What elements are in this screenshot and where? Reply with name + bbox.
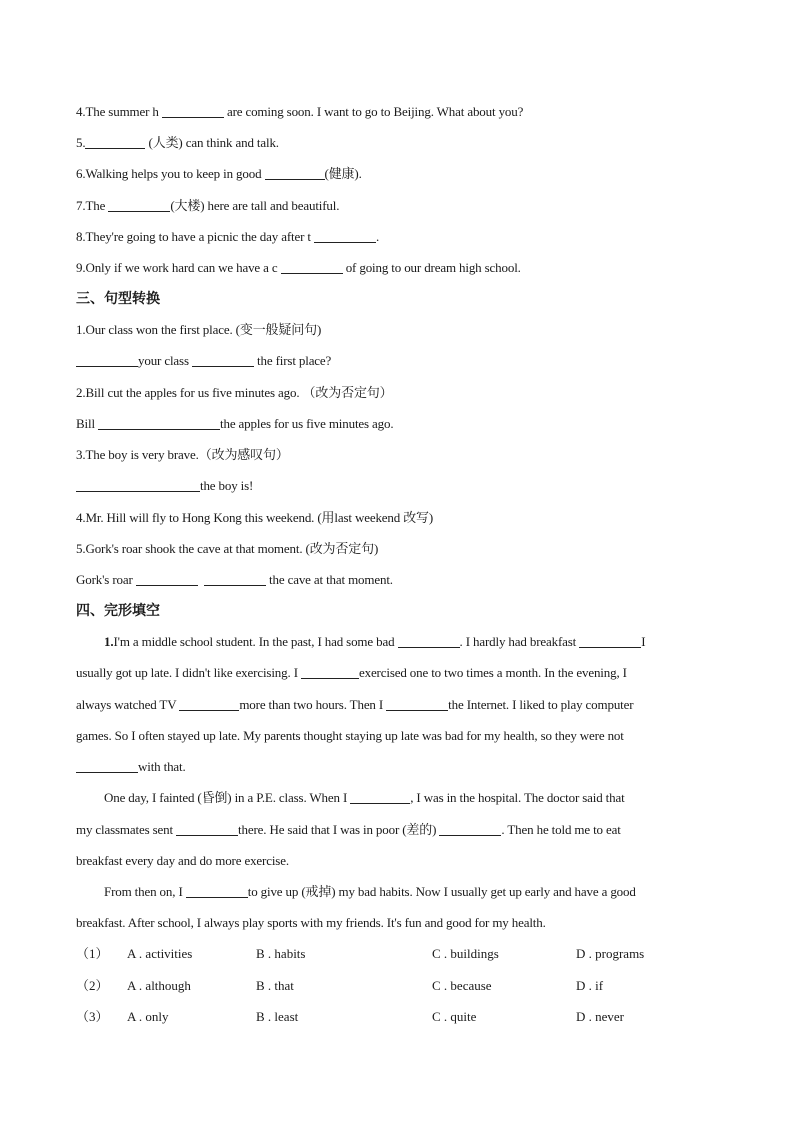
answer-blank[interactable] xyxy=(204,584,266,586)
s3-q2: 2.Bill cut the apples for us five minutes ago. （改为否定句） xyxy=(76,385,393,400)
answer-blank[interactable] xyxy=(162,116,224,118)
s3-q3: 3.The boy is very brave.（改为感叹句） xyxy=(76,447,289,462)
s3-q3-answer: the boy is! xyxy=(76,476,724,496)
cloze-p1-line1: 1.I'm a middle school student. In the past, I had some bad . I hardly had breakfast I xyxy=(104,634,646,649)
s3-q5: 5.Gork's roar shook the cave at that moment. (改为否定句) xyxy=(76,541,379,556)
option-row: （1） A . activities B . habits C . buildings D . programs xyxy=(76,944,724,964)
answer-blank[interactable] xyxy=(265,178,325,180)
s3-q4: 4.Mr. Hill will fly to Hong Kong this weekend. (用last weekend 改写) xyxy=(76,510,434,525)
cloze-p1-line2: usually got up late. I didn't like exercising. I exercised one to two times a month. In the evening, I xyxy=(76,665,627,680)
answer-blank[interactable] xyxy=(98,428,220,430)
cloze-p2-line2: my classmates sent there. He said that I was in poor (差的) . Then he told me to eat xyxy=(76,822,621,837)
answer-blank[interactable] xyxy=(281,272,343,274)
s3-q1: 1.Our class won the first place. (变一般疑问句) xyxy=(76,322,322,337)
option-c[interactable]: C . because xyxy=(432,978,492,993)
cloze-p1-line3: always watched TV more than two hours. Then I the Internet. I liked to play computer xyxy=(76,697,634,712)
cloze-p2-line3: breakfast every day and do more exercise. xyxy=(76,853,289,868)
option-d[interactable]: D . if xyxy=(576,978,604,993)
s3-q5-answer: Gork's roar the cave at that moment. xyxy=(76,572,393,587)
cloze-p2-line1: One day, I fainted (昏倒) in a P.E. class. When I , I was in the hospital. The doctor said that xyxy=(104,790,625,805)
cloze-p3-line1: From then on, I to give up (戒掉) my bad habits. Now I usually get up early and have a good xyxy=(104,884,636,899)
answer-blank[interactable] xyxy=(398,646,460,648)
option-a[interactable]: A . although xyxy=(127,978,191,993)
s2-q7: 7.The (大楼) here are tall and beautiful. xyxy=(76,198,340,213)
s2-q5: 5. (人类) can think and talk. xyxy=(76,135,279,150)
answer-blank[interactable] xyxy=(301,677,359,679)
answer-blank[interactable] xyxy=(186,896,248,898)
answer-blank[interactable] xyxy=(350,802,410,804)
option-a[interactable]: A . activities xyxy=(127,946,193,961)
option-d[interactable]: D . never xyxy=(576,1009,625,1024)
answer-blank[interactable] xyxy=(176,834,238,836)
cloze-p1-line4: games. So I often stayed up late. My parents thought staying up late was bad for my health, so they were not xyxy=(76,728,624,743)
option-c[interactable]: C . quite xyxy=(432,1009,477,1024)
s2-q6: 6.Walking helps you to keep in good (健康). xyxy=(76,166,362,181)
section-3-title: 三、句型转换 xyxy=(76,291,160,307)
answer-blank[interactable] xyxy=(386,709,448,711)
cloze-p1-line5: with that. xyxy=(76,757,724,777)
s2-q4: 4.The summer h are coming soon. I want to go to Beijing. What about you? xyxy=(76,104,524,119)
option-b[interactable]: B . habits xyxy=(256,946,306,961)
answer-blank[interactable] xyxy=(76,490,200,492)
answer-blank[interactable] xyxy=(76,771,138,773)
section-4-title: 四、完形填空 xyxy=(76,603,160,619)
option-b[interactable]: B . that xyxy=(256,978,294,993)
answer-blank[interactable] xyxy=(85,147,145,149)
option-a[interactable]: A . only xyxy=(127,1009,169,1024)
option-row: （3） A . only B . least C . quite D . never xyxy=(76,1007,724,1027)
answer-blank[interactable] xyxy=(108,210,170,212)
answer-blank[interactable] xyxy=(314,241,376,243)
s3-q1-answer: your class the first place? xyxy=(76,351,724,371)
option-c[interactable]: C . buildings xyxy=(432,946,499,961)
answer-blank[interactable] xyxy=(579,646,641,648)
s3-q2-answer: Bill the apples for us five minutes ago. xyxy=(76,416,394,431)
option-row: （2） A . although B . that C . because D . if xyxy=(76,976,724,996)
answer-blank[interactable] xyxy=(136,584,198,586)
answer-blank[interactable] xyxy=(76,365,138,367)
answer-blank[interactable] xyxy=(192,365,254,367)
cloze-p3-line2: breakfast. After school, I always play sports with my friends. It's fun and good for my health. xyxy=(76,915,546,930)
option-b[interactable]: B . least xyxy=(256,1009,299,1024)
s2-q8: 8.They're going to have a picnic the day after t . xyxy=(76,229,380,244)
option-d[interactable]: D . programs xyxy=(576,946,645,961)
answer-blank[interactable] xyxy=(179,709,239,711)
answer-blank[interactable] xyxy=(439,834,501,836)
s2-q9: 9.Only if we work hard can we have a c of going to our dream high school. xyxy=(76,260,521,275)
